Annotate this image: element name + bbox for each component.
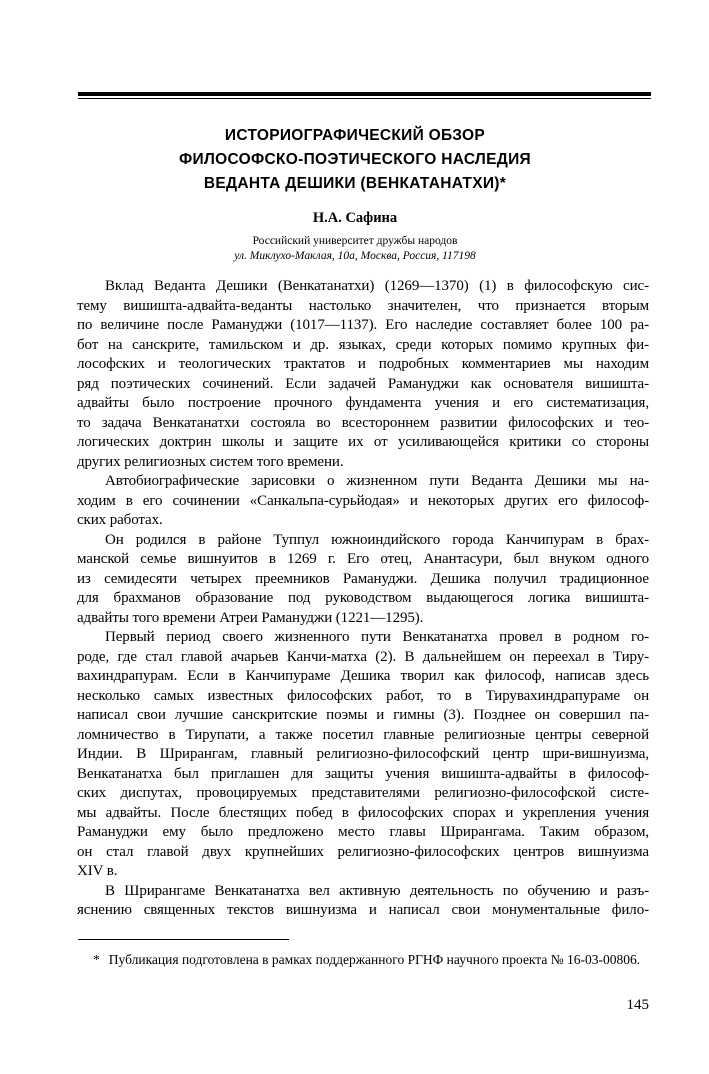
header-double-rule (78, 92, 651, 99)
body-line: роде, где стал главой ачарьев Канчи-матха (2). В дальнейшем он переехал в Тиру- (77, 648, 649, 665)
footnote-text: Публикация подготовлена в рамках поддержанного РГНФ научного проекта № 16-03-00806. (108, 952, 641, 967)
body-line: других религиозных систем того времени. (77, 453, 344, 470)
body-line: Индии. В Шрирангам, главный религиозно-философский центр шри-вишнуизма, (77, 746, 649, 762)
body-line: яснению священных текстов вишнуизма и написал свои монументальные фило- (77, 902, 649, 918)
body-line: Он родился в районе Туппул южноиндийского города Канчипурам в брах- (105, 531, 649, 548)
affiliation-address: ул. Миклухо-Маклая, 10а, Москва, Россия, 117198 (234, 250, 476, 262)
body-line: ских диспутах, провоцируемых представителями религиозно-философской систе- (77, 785, 649, 801)
body-line: то задача Венкатанатхи состояла во всестороннем развитии философских и тео- (77, 414, 649, 431)
title-line: ИСТОРИОГРАФИЧЕСКИЙ ОБЗОР (224, 127, 486, 144)
footnote (77, 951, 649, 968)
body-line: написал свои лучшие санскритские поэмы и гимны (3). Позднее он совершил па- (77, 707, 649, 723)
body-line: XIV в. (77, 863, 118, 879)
paragraph (77, 472, 649, 531)
body-line: по величине после Рамануджи (1017—1137). Его наследие составляет более 100 ра- (77, 317, 649, 333)
body-line: Автобиографические зарисовки о жизненном пути Веданта Дешики мы на- (105, 473, 649, 489)
body-line: Венкатанатха был приглашен для защиты учения вишишта-адвайты в философ- (77, 765, 649, 782)
body-line: ряд поэтических сочинений. Если задачей Рамануджи как основателя вишишта- (77, 375, 649, 392)
body-line: вахиндрапурам. Если в Канчипураме Дешика творил как философ, написав здесь (77, 668, 649, 684)
paragraph (77, 277, 649, 472)
body-line: Рамануджи ему было предложено место главы Шрирангама. Таким образом, (77, 824, 649, 840)
body-line: ломничество в Тирупати, а также посетил главные религиозные центры северной (77, 726, 649, 743)
body-line: В Шрирангаме Венкатанатха вел активную деятельность по обучению и разъ- (105, 882, 649, 899)
author-name: Н.А. Сафина (312, 210, 398, 226)
body-line: из семидесяти четырех преемников Рамануджи. Дешика получил традиционное (77, 570, 649, 587)
body-line: манской семье вишнуитов в 1269 г. Его отец, Анантасури, был внуком одного (77, 551, 649, 567)
title-line: ВЕДАНТА ДЕШИКИ (ВЕНКАТАНАТХИ)* (203, 175, 507, 192)
article-header (69, 124, 641, 264)
body-line: мы адвайты. После блестящих побед в философских спорах и укрепления учения (77, 804, 649, 821)
body-line: Вклад Веданта Дешики (Венкатанатхи) (1269—1370) (1) в философскую сис- (105, 278, 649, 294)
paragraph (77, 628, 649, 882)
footnote-marker: * (93, 952, 100, 967)
body-line: адвайты было построение прочного фундамента учения и его систематизация, (77, 395, 649, 411)
body-line: тему вишишта-адвайта-веданты настолько значителен, что признается вторым (77, 297, 649, 314)
page-number: 145 (626, 997, 649, 1013)
footnote-rule (78, 939, 289, 940)
body-line: он стал главой двух крупнейших религиозно-философских центров вишнуизма (77, 843, 649, 860)
body-line: адвайты того времени Атреи Рамануджи (1221—1295). (77, 609, 424, 626)
title-line: ФИЛОСОФСКО-ПОЭТИЧЕСКОГО НАСЛЕДИЯ (179, 151, 531, 168)
body-line: лософских и теологических трактатов и подробных комментариев мы находим (77, 356, 649, 372)
body-line: ских работах. (77, 512, 163, 528)
affiliation: Российский университет дружбы народов (252, 235, 458, 247)
body-line: логических доктрин школы и защите их от усиливающейся критики со стороны (77, 434, 649, 450)
article-body (77, 277, 649, 921)
body-line: ходим в его сочинении «Санкальпа-сурьйодая» и некоторых других его философ- (77, 492, 649, 509)
paragraph (77, 882, 649, 921)
body-line: для брахманов образование под руководством выдающегося логика вишишта- (77, 590, 649, 606)
paragraph (77, 531, 649, 629)
body-line: несколько самых известных философских работ, то в Тирувахиндрапураме он (77, 687, 649, 704)
article-title (69, 124, 641, 196)
body-line: бот на санскрите, тамильском и др. языках, среди которых помимо крупных фи- (77, 336, 649, 353)
body-line: Первый период своего жизненного пути Венкатанатха провел в родном го- (105, 629, 649, 645)
